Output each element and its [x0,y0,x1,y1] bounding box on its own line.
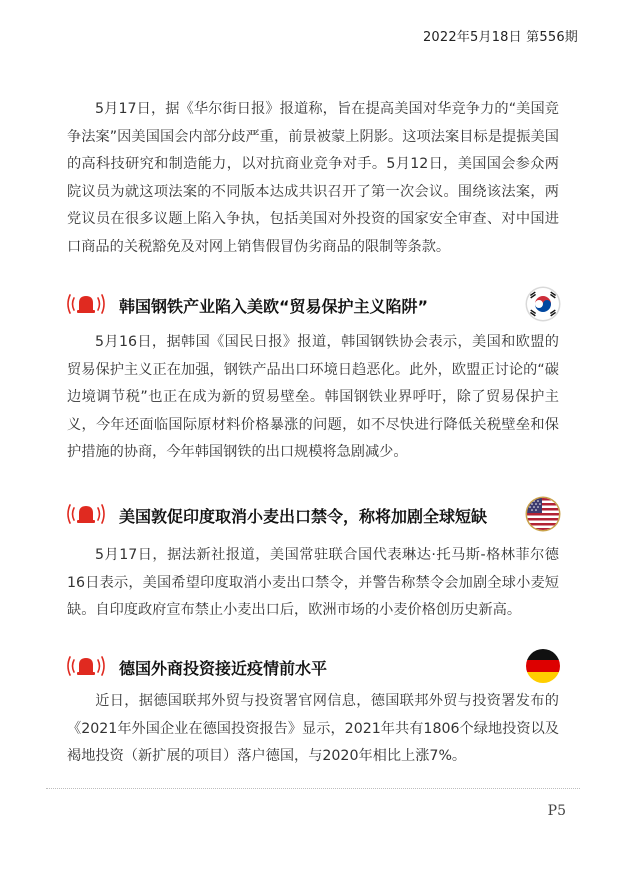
intro-paragraph: 5月17日，据《华尔街日报》报道称，旨在提高美国对华竞争力的“美国竞争法案”因美国国会内部分歧严重，前景被蒙上阴影。这项法案目标是提振美国的高科技研究和制造能力，以对抗商业竞争对手。5月12日，美国国会参众两院议员为就这项法案的不同版本达成共识召开了第一次会议。围绕该法案，两党议员在很多议题上陷入争执，包括美国对外投资的国家安全审查、对中国进口商品的关税豁免及对网上销售假冒伪劣商品的限制等条款。 [67,101,559,255]
footer-divider [46,788,580,789]
news-heading-germany [67,648,567,684]
news-title: 德国外商投资接近疫情前水平 [119,659,328,678]
issue-date: 2022年5月18日 第556期 [422,30,578,45]
news-heading-korea [67,286,567,322]
alarm-bell-icon [67,502,105,526]
news-body-korea: 5月16日，据韩国《国民日报》报道，韩国钢铁协会表示，美国和欧盟的贸易保护主义正在加强，钢铁产品出口环境日趋恶化。此外，欧盟正讨论的“碳边境调节税”也正在成为新的贸易壁垒。韩国钢铁业界呼吁，除了贸易保护主义，今年还面临国际原材料价格暴涨的问题，如不尽快进行降低关税壁垒和保护措施的协商，今年韩国钢铁的出口规模将急剧减少。 [67,334,559,461]
news-body-usa: 5月17日，据法新社报道，美国常驻联合国代表琳达·托马斯-格林菲尔德16日表示，美国希望印度取消小麦出口禁令，并警告称禁令会加剧全球小麦短缺。自印度政府宣布禁止小麦出口后，欧洲市场的小麦价格创历史新高。 [67,547,559,619]
news-title: 韩国钢铁产业陷入美欧“贸易保护主义陷阱” [119,297,429,316]
south-korea-flag-icon [525,286,561,322]
page-number: P5 [547,803,566,819]
alarm-bell-icon [67,292,105,316]
news-title: 美国敦促印度取消小麦出口禁令，称将加剧全球短缺 [119,507,488,526]
germany-flag-icon [525,648,561,684]
news-body-germany: 近日，据德国联邦外贸与投资署官网信息，德国联邦外贸与投资署发布的《2021年外国企业在德国投资报告》显示，2021年共有1806个绿地投资以及褐地投资（新扩展的项目）落户德国，与2020年相比上涨7%。 [67,693,559,765]
alarm-bell-icon [67,654,105,678]
usa-flag-icon [525,496,561,532]
news-heading-usa [67,496,567,532]
